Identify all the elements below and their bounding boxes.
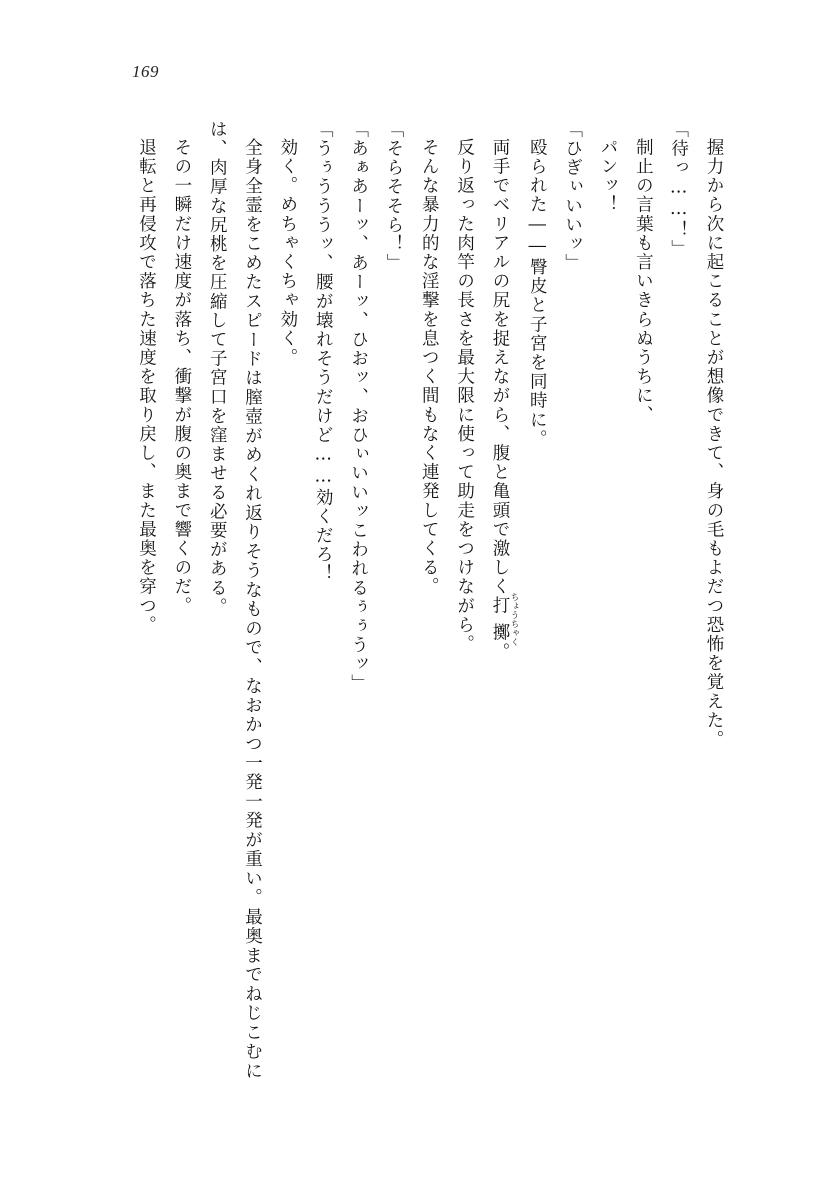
paragraph-dialogue: 「待っ……！」 [668,120,689,259]
paragraph-dialogue: 「ひぎぃいいッ」 [562,120,583,273]
page-number: 169 [132,62,159,81]
paragraph: 全身全霊をこめたスピードは膣壺がめくれ返りそうなもので、なおかつ一発一発が重い。最奥までねじこむには、肉厚な尻桃を圧縮して子宮口を窪ませる必要がある。 [207,120,263,1080]
paragraph-dialogue: 「あぁあーッ、あーッ、ひおッ、おひぃいいッこわれるぅぅうッ」 [348,120,369,693]
paragraph: 効く。めちゃくちゃ効く。 [277,137,298,367]
paragraph: その一瞬だけ速度が落ち、衝撃が腹の奥まで響くのだ。 [171,137,192,615]
paragraph: 殴られた――臀皮と子宮を同時に。 [527,137,548,449]
paragraph: そんな暴力的な淫撃を息つく間もなく連発してくる。 [419,137,440,596]
paragraph-dialogue: 「うぅうううッ、腰が壊れそうだけど……効くだろ！ [313,120,334,584]
paragraph: 反り返った肉竿の長さを最大限に使って助走をつけながら。 [454,137,475,654]
ruby-annotation: 打擲 ちょうちゃく [489,591,519,646]
paragraph-dialogue: 「そらそそら！」 [383,120,404,273]
body-text-block [91,120,731,1080]
paragraph-with-ruby: 両手でベリアルの尻を捉えながら、腹と亀頭で激しく打擲 ちょうちゃく。 [489,137,519,662]
paragraph: 握力から次に起こることが想像できて、身の毛もよだつ恐怖を覚えた。 [704,137,724,749]
paragraph: 制止の言葉も言いきらぬうちに、 [633,137,654,424]
paragraph: 退転と再侵攻で落ちた速度を取り戻し、また最奥を穿つ。 [136,137,157,635]
paragraph: パンッ！ [597,137,618,214]
